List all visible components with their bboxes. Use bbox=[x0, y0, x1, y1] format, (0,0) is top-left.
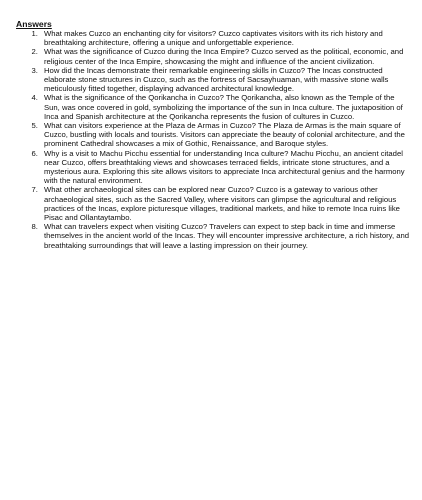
answer-item: 1. What makes Cuzco an enchanting city for visitors? Cuzco captivates visitors with its rich history and breathtaking architecture, offering a unique and unforgettable experience. bbox=[40, 29, 410, 47]
answer-item: 6. Why is a visit to Machu Picchu essential for understanding Inca culture? Machu Picchu, an ancient citadel near Cuzco, offers breathtaking views and showcases terraced fields, intricate stone structures, and a mysterious aura. Exploring this site allows visitors to appreciate Inca architectural genius and the harmony with the natural environment. bbox=[40, 149, 410, 186]
answer-item: 7. What other archaeological sites can be explored near Cuzco? Cuzco is a gateway to various other archaeological sites, such as the Sacred Valley, where visitors can glimpse the agricultural and religious practices of the Incas, explore picturesque villages, traditional markets, and hike to remote Inca ruins like Pisac and Ollantaytambo. bbox=[40, 185, 410, 222]
answers-heading: Answers bbox=[16, 19, 52, 29]
answers-list bbox=[16, 29, 410, 250]
answer-item: 2. What was the significance of Cuzco during the Inca Empire? Cuzco served as the political, economic, and religious center of the Inca Empire, showcasing the might and influence of the ancient civilization. bbox=[40, 47, 410, 65]
answer-item: 4. What is the significance of the Qorikancha in Cuzco? The Qorikancha, also known as the Temple of the Sun, was once covered in gold, symbolizing the importance of the sun in Inca culture. The juxtaposition of Inca and Spanish architecture at the Qorikancha represents the fusion of cultures in Cuzco. bbox=[40, 93, 410, 121]
answer-item: 8. What can travelers expect when visiting Cuzco? Travelers can expect to step back in time and immerse themselves in the ancient world of the Incas. They will encounter impressive architecture, a rich history, and breathtaking surroundings that will leave a lasting impression on their journey. bbox=[40, 222, 410, 250]
answer-item: 5. What can visitors experience at the Plaza de Armas in Cuzco? The Plaza de Armas is the main square of Cuzco, bustling with locals and tourists. Visitors can appreciate the beauty of colonial architecture, and the prominent Cathedral showcases a mix of Gothic, Renaissance, and Baroque styles. bbox=[40, 121, 410, 149]
answer-item: 3. How did the Incas demonstrate their remarkable engineering skills in Cuzco? The Incas constructed elaborate stone structures in Cuzco, such as the fortress of Sacsayhuaman, with massive stone walls meticulously fitted together, displaying advanced architectural knowledge. bbox=[40, 66, 410, 94]
